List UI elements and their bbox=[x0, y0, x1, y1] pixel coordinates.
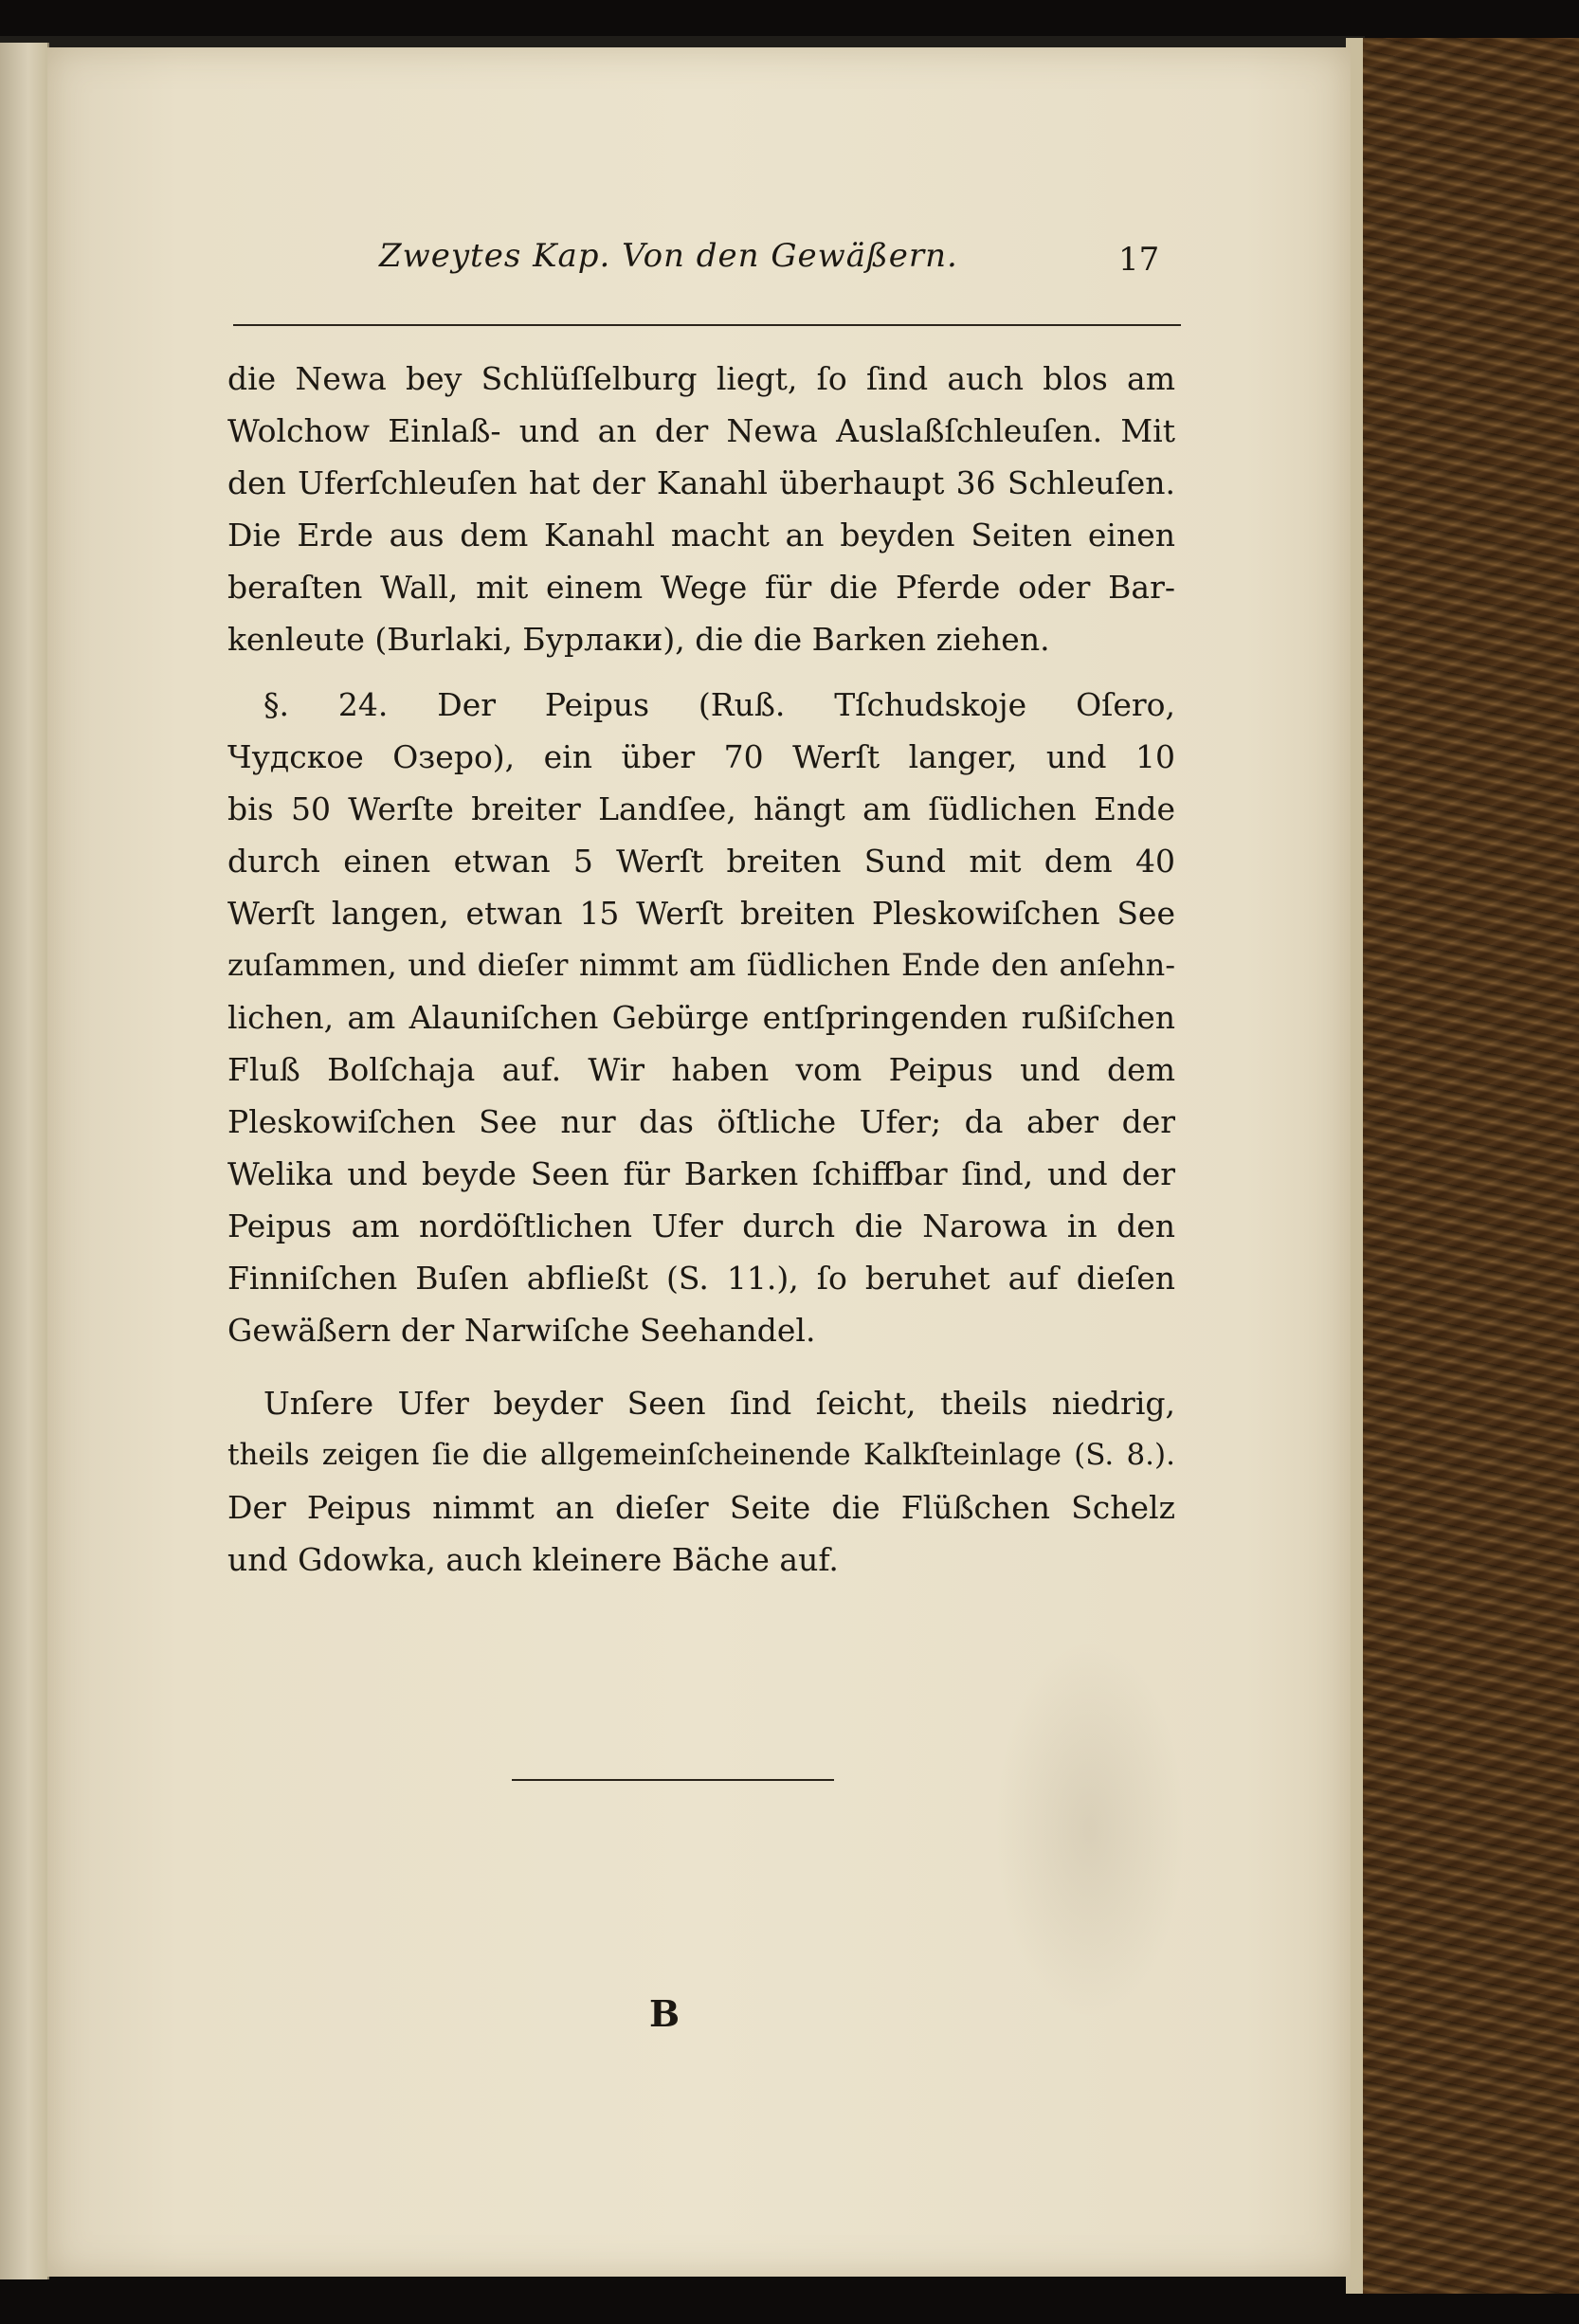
running-header: Zweytes Kap. Von den Gewäßern. bbox=[379, 237, 958, 275]
text-line: Pleskowiſchen See nur das öſtliche Ufer; da aber der bbox=[227, 1103, 1175, 1140]
text-line: bis 50 Werſte breiter Landſee, hängt am ſüdlichen Ende bbox=[227, 790, 1175, 827]
text-line: Чудское Озеро), ein über 70 Werſt langer, und 10 bbox=[227, 738, 1175, 775]
text-line: und Gdowka, auch kleinere Bäche auf. bbox=[227, 1541, 839, 1578]
text-line: kenleute (Burlaki, Бурлаки), die die Barken ziehen. bbox=[227, 621, 1050, 658]
text-line: Welika und beyde Seen für Barken ſchiffbar ſind, und der bbox=[227, 1155, 1175, 1192]
text-line: beraſten Wall, mit einem Wege für die Pferde oder Bar- bbox=[227, 569, 1175, 606]
text-line: zuſammen, und dieſer nimmt am ſüdlichen Ende den anſehn- bbox=[227, 947, 1175, 983]
paragraph-2 bbox=[227, 679, 1175, 1356]
paragraph-1 bbox=[227, 353, 1175, 665]
show-through-stain bbox=[995, 1640, 1185, 2019]
section-end-rule bbox=[512, 1779, 834, 1781]
text-line: Finniſchen Buſen abfließt (S. 11.), ſo beruhet auf dieſen bbox=[227, 1260, 1175, 1297]
text-line: Wolchow Einlaß- und an der Newa Auslaßſchleuſen. Mit bbox=[227, 412, 1175, 449]
text-line: Peipus am nordöſtlichen Ufer durch die Narowa in den bbox=[227, 1207, 1175, 1244]
text-line: Fluß Bolſchaja auf. Wir haben vom Peipus und dem bbox=[227, 1051, 1175, 1088]
header-rule bbox=[233, 324, 1181, 326]
body-text bbox=[227, 353, 1175, 1586]
page-number: 17 bbox=[1118, 241, 1160, 279]
text-line: theils zeigen ſie die allgemeinſcheinende Kalkſteinlage (S. 8.). bbox=[227, 1438, 1175, 1472]
previous-page-edge bbox=[0, 43, 49, 2279]
text-line: Werſt langen, etwan 15 Werſt breiten Pleskowiſchen See bbox=[227, 895, 1175, 932]
text-line: Die Erde aus dem Kanahl macht an beyden Seiten einen bbox=[227, 517, 1175, 554]
book-page bbox=[47, 47, 1351, 2277]
marbled-cover bbox=[1346, 38, 1579, 2294]
text-line: Der Peipus nimmt an dieſer Seite die Flüßchen Schelz bbox=[227, 1489, 1175, 1526]
text-line: lichen, am Alauniſchen Gebürge entſpringenden rußiſchen bbox=[227, 999, 1175, 1036]
text-line: durch einen etwan 5 Werſt breiten Sund mit dem 40 bbox=[227, 843, 1175, 880]
text-line: den Uferſchleuſen hat der Kanahl überhaupt 36 Schleuſen. bbox=[227, 464, 1175, 501]
paragraph-3 bbox=[227, 1377, 1175, 1586]
text-line: §. 24. Der Peipus (Ruß. Tſchudskoje Oſero, bbox=[263, 686, 1175, 723]
signature-mark: B bbox=[649, 1992, 681, 2035]
text-line: Unſere Ufer beyder Seen ſind ſeicht, theils niedrig, bbox=[263, 1385, 1175, 1422]
text-line: Gewäßern der Narwiſche Seehandel. bbox=[227, 1312, 816, 1349]
text-line: die Newa bey Schlüſſelburg liegt, ſo ſind auch blos am bbox=[227, 360, 1175, 397]
